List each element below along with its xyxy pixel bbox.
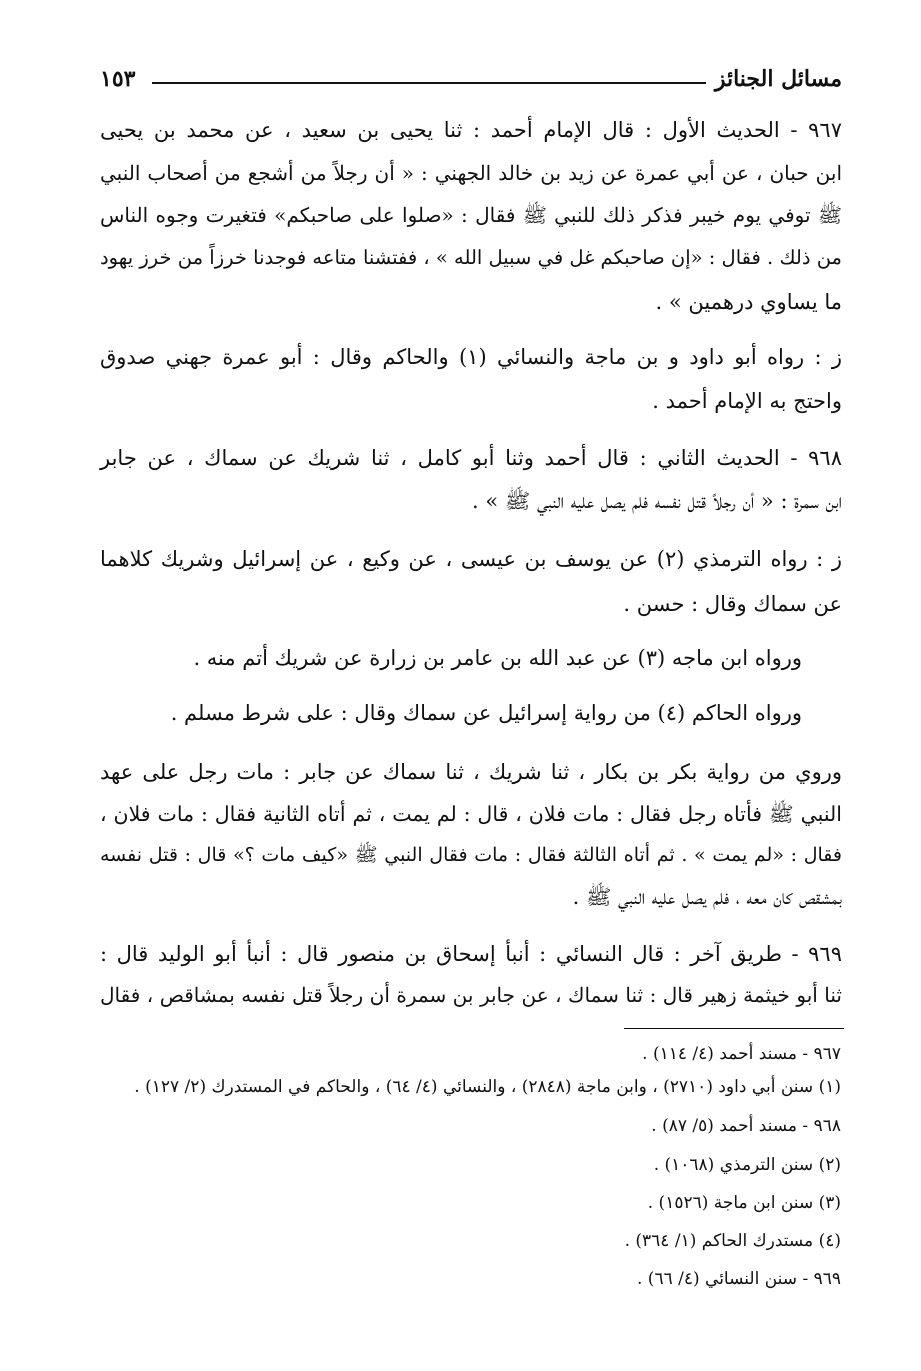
footnote: (٣) سنن ابن ماجة (١٥٢٦) . bbox=[647, 1193, 841, 1213]
text-line: واحتج به الإمام أحمد . bbox=[652, 389, 842, 413]
header-rule bbox=[152, 82, 706, 84]
footnote-rule bbox=[624, 1028, 844, 1029]
footnote: (١) سنن أبي داود (٢٧١٠) ، وابن ماجة (٢٨٤٨) ، والنسائي (٤/ ٦٤) ، والحاكم في المستدرك (٢/ ١٢٧) . bbox=[134, 1077, 841, 1097]
footnote: (٢) سنن الترمذي (١٠٦٨) . bbox=[653, 1155, 841, 1175]
text-line: ٩٦٧ - الحديث الأول : قال الإمام أحمد : ثنا يحيى بن سعيد ، عن محمد بن يحيى bbox=[100, 118, 842, 142]
footnote: ٩٦٩ - سنن النسائي (٤/ ٦٦) . bbox=[637, 1269, 841, 1289]
text-line: ٩٦٩ - طريق آخر : قال النسائي : أنبأ إسحاق بن منصور قال : أنبأ أبو الوليد قال : bbox=[100, 942, 842, 966]
text-line: ز : رواه أبو داود و بن ماجة والنسائي (١) والحاكم وقال : أبو عمرة جهني صدوق bbox=[100, 345, 842, 369]
text-line: من ذلك . فقال : «إن صاحبكم غل في سبيل الله » ، ففتشنا متاعه فوجدنا خرزاً من خرز يهود bbox=[100, 246, 842, 269]
footnote: ٩٦٨ - مسند أحمد (٥/ ٨٧) . bbox=[651, 1116, 841, 1136]
text-line: ٩٦٨ - الحديث الثاني : قال أحمد وثنا أبو كامل ، ثنا شريك عن سماك ، عن جابر bbox=[100, 446, 842, 470]
footnote: (٤) مستدرك الحاكم (١/ ٣٦٤) . bbox=[624, 1231, 841, 1251]
page-header bbox=[100, 66, 842, 102]
running-title: مسائل الجنائز bbox=[714, 66, 842, 92]
text-line: ثنا أبو خيثمة زهير قال : ثنا سماك ، عن جابر بن سمرة أن رجلاً قتل نفسه بمشاقص ، فقال bbox=[100, 983, 842, 1007]
text-line: ورواه الحاكم (٤) من رواية إسرائيل عن سماك وقال : على شرط مسلم . bbox=[170, 701, 802, 725]
text-line: ورواه ابن ماجه (٣) عن عبد الله بن عامر بن زرارة عن شريك أتم منه . bbox=[193, 646, 802, 670]
text-line: وروي من رواية بكر بن بكار ، ثنا شريك ، ثنا سماك عن جابر : مات رجل على عهد bbox=[100, 760, 842, 784]
footnote: ٩٦٧ - مسند أحمد (٤/ ١١٤) . bbox=[642, 1044, 841, 1064]
text-line: فقال : «لم يمت » . ثم أتاه الثالثة فقال : مات فقال النبي ﷺ «كيف مات ؟» قال : قتل نفسه bbox=[100, 844, 842, 866]
text-line: ابن سمرة : « أن رجلاً قتل نفسه فلم يصل عليه النبي ﷺ » . bbox=[472, 489, 842, 513]
text-line: ﷺ توفي يوم خيبر فذكر ذلك للنبي ﷺ فقال : «صلوا على صاحبكم» فتغيرت وجوه الناس bbox=[100, 203, 842, 227]
text-line: النبي ﷺ فأتاه رجل فقال : مات فلان ، قال : لم يمت ، ثم أتاه الثانية فقال : مات فلان ، bbox=[100, 802, 842, 826]
page-number: ١٥٣ bbox=[100, 66, 136, 92]
text-line: عن سماك وقال : حسن . bbox=[623, 592, 842, 616]
text-line: بمشقص كان معه ، فلم يصل عليه النبي ﷺ . bbox=[572, 885, 842, 909]
text-line: ما يساوي درهمين » . bbox=[655, 290, 842, 314]
text-line: ابن حبان ، عن أبي عمرة عن زيد بن خالد الجهني : « أن رجلاً من أشجع من أصحاب النبي bbox=[100, 161, 842, 185]
text-line: ز : رواه الترمذي (٢) عن يوسف بن عيسى ، عن وكيع ، عن إسرائيل وشريك كلاهما bbox=[100, 547, 842, 571]
